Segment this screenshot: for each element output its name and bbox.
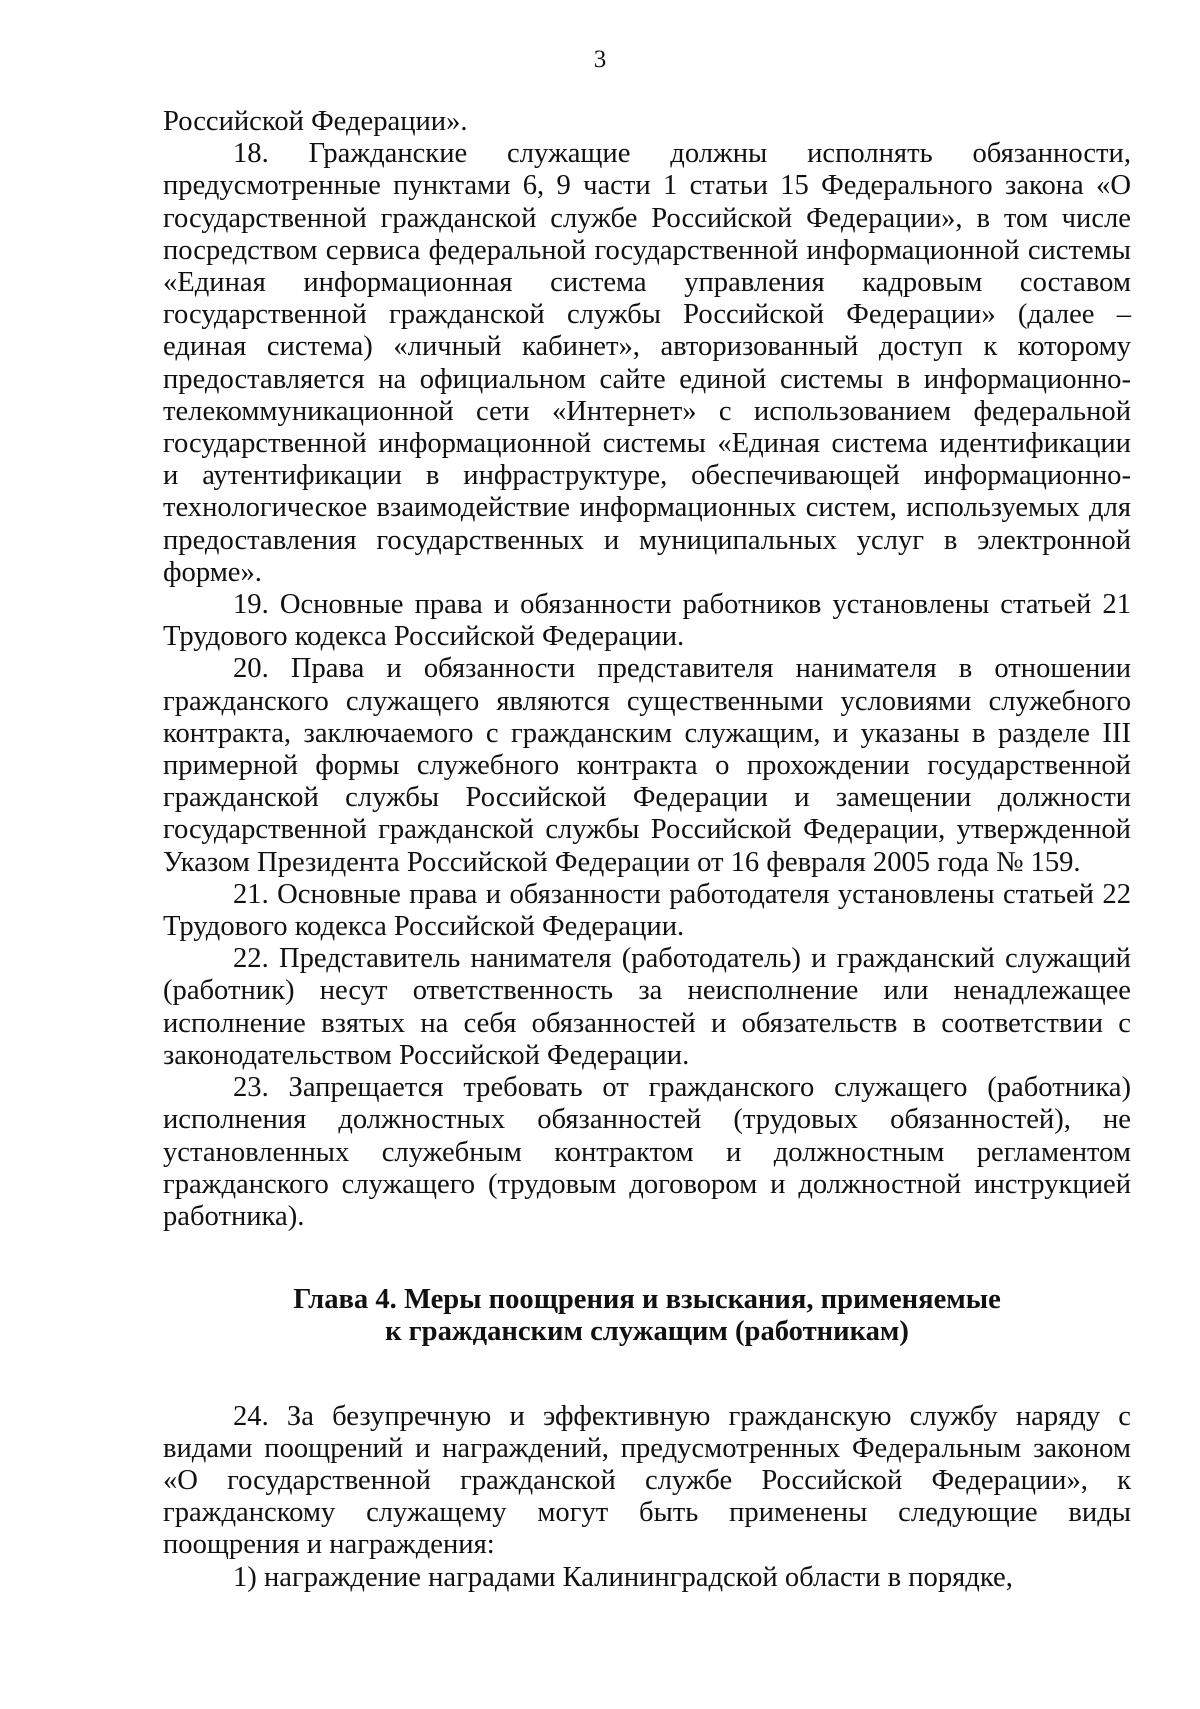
paragraph-20: 20. Права и обязанности представителя нанимателя в отношении гражданского служащего являются существенными условиями служебного контракта, заключаемого с гражданским служащим, и указаны в разделе III примерной формы служебного контракта о прохождении государственной гражданской службы Российской Федерации и замещении должности государственной гражданской службы Российской Федерации, утвержденной Указом Президента Российской Федерации от 16 февраля 2005 года № 159. <box>163 653 1131 878</box>
chapter-heading-line-1: Глава 4. Меры поощрения и взыскания, применяемые <box>293 1284 1001 1316</box>
paragraph-24: 24. За безупречную и эффективную гражданскую службу наряду с видами поощрений и награждений, предусмотренных Федеральным законом «О государственной гражданской службе Российской Федерации», к гражданскому служащему могут быть применены следующие виды поощрения и награждения: <box>163 1400 1131 1561</box>
paragraph-24-item-1: 1) награждение наградами Калининградской области в порядке, <box>233 1561 1013 1593</box>
paragraph-19: 19. Основные права и обязанности работников установлены статьей 21 Трудового кодекса Российской Федерации. <box>163 589 1131 653</box>
chapter-heading <box>163 1284 1131 1348</box>
paragraph-23: 23. Запрещается требовать от гражданского служащего (работника) исполнения должностных обязанностей (трудовых обязанностей), не установленных служебным контрактом и должностным регламентом гражданского служащего (трудовым договором и должностной инструкцией работника). <box>163 1072 1131 1232</box>
paragraph-21: 21. Основные права и обязанности работодателя установлены статьей 22 Трудового кодекса Российской Федерации. <box>163 878 1131 943</box>
paragraph-22: 22. Представитель нанимателя (работодатель) и гражданский служащий (работник) несут ответственность за неисполнение или ненадлежащее исполнение взятых на себя обязанностей и обязательств в соответствии с законодательством Российской Федерации. <box>163 943 1131 1071</box>
chapter-heading-line-2: к гражданским служащим (работникам) <box>385 1316 909 1348</box>
document-body <box>163 106 1131 1594</box>
paragraph-18: 18. Гражданские служащие должны исполнять обязанности, предусмотренные пунктами 6, 9 части 1 статьи 15 Федерального закона «О государственной гражданской службе Российской Федерации», в том числе посредством сервиса федеральной государственной информационной системы «Единая информационная система управления кадровым составом государственной гражданской службы Российской Федерации» (далее – единая система) «личный кабинет», авторизованный доступ к которому предоставляется на официальном сайте единой системы в информационно-телекоммуникационной сети «Интернет» с использованием федеральной государственной информационной системы «Единая система идентификации и аутентификации в инфраструктуре, обеспечивающей информационно-технологическое взаимодействие информационных систем, используемых для предоставления государственных и муниципальных услуг в электронной форме». <box>163 138 1131 588</box>
page-number: 3 <box>593 46 607 73</box>
paragraph-continuation: Российской Федерации». <box>163 106 468 137</box>
